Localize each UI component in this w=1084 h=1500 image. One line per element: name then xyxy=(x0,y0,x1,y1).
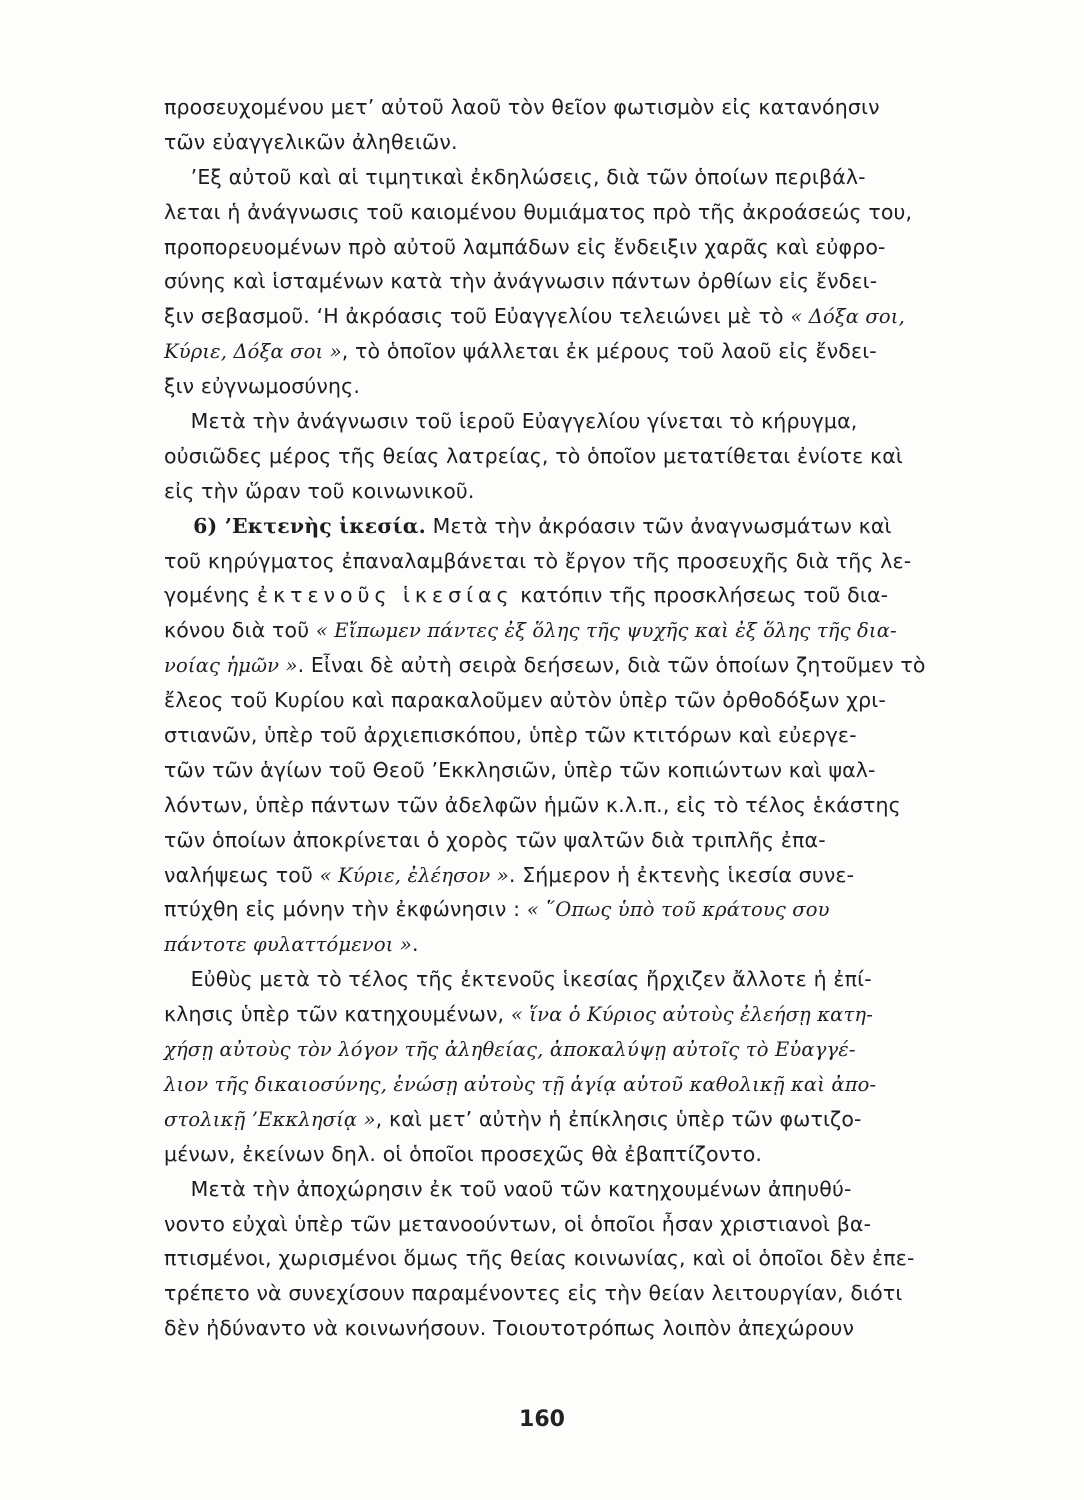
text-run: νοντο εὐχαὶ ὑπὲρ τῶν μετανοούντων, οἱ ὁποῖοι ἦσαν χριστιανοὶ βα- xyxy=(164,1211,872,1236)
text-line xyxy=(164,1032,1019,1067)
text-line xyxy=(164,439,1019,474)
text-line xyxy=(164,1276,1019,1311)
text-run: τῶν ὁποίων ἀποκρίνεται ὁ χορὸς τῶν ψαλτῶν διὰ τριπλῆς ἐπα- xyxy=(164,827,826,852)
text-line xyxy=(164,125,1019,160)
quoted-prayer: « ῞Οπως ὑπὸ τοῦ κράτους σου xyxy=(526,898,830,922)
text-run: τρέπετο νὰ συνεχίσουν παραμένοντες εἰς τὴν θείαν λειτουργίαν, διότι xyxy=(164,1281,903,1306)
text-run: , καὶ μετ’ αὐτὴν ἡ ἐπίκλησις ὑπὲρ τῶν φωτιζο- xyxy=(375,1106,862,1131)
text-line xyxy=(164,264,1019,299)
text-run: ξιν σεβασμοῦ. ‘Η ἀκρόασις τοῦ Εὐαγγελίου τελειώνει μὲ τὸ xyxy=(164,304,791,329)
quoted-prayer: Κύριε, Δόξα σοι » xyxy=(164,340,342,364)
text-line xyxy=(164,299,1019,334)
text-run: οὐσιῶδες μέρος τῆς θείας λατρείας, τὸ ὁποῖον μετατίθεται ἐνίοτε καὶ xyxy=(164,443,903,468)
quoted-prayer: στολικῇ ’Εκκλησίᾳ » xyxy=(164,1107,376,1131)
text-line xyxy=(164,648,1019,683)
text-run: σύνης καὶ ἱσταμένων κατὰ τὴν ἀνάγνωσιν πάντων ὀρθίων εἰς ἔνδει- xyxy=(164,269,878,294)
text-run: κόνου διὰ τοῦ xyxy=(164,618,316,643)
text-run: πτισμένοι, χωρισμένοι ὅμως τῆς θείας κοινωνίας, καὶ οἱ ὁποῖοι δὲν ἐπε- xyxy=(164,1246,915,1271)
text-run: μένων, ἐκείνων δηλ. οἱ ὁποῖοι προσεχῶς θὰ ἐβαπτίζοντο. xyxy=(164,1141,763,1166)
text-line xyxy=(164,1172,1019,1207)
text-run: ἔλεος τοῦ Κυρίου καὶ παρακαλοῦμεν αὐτὸν ὑπὲρ τῶν ὀρθοδόξων χρι- xyxy=(164,688,886,713)
text-line xyxy=(164,230,1019,265)
text-run: τῶν εὐαγγελικῶν ἀληθειῶν. xyxy=(164,129,458,154)
text-run: Μετὰ τὴν ἀκρόασιν τῶν ἀναγνωσμάτων καὶ xyxy=(425,513,892,538)
text-line xyxy=(164,858,1019,893)
text-run: Εὐθὺς μετὰ τὸ τέλος τῆς ἐκτενοῦς ἱκεσίας ἤρχιζεν ἄλλοτε ἡ ἐπί- xyxy=(164,967,872,992)
text-line xyxy=(164,369,1019,404)
text-line xyxy=(164,788,1019,823)
text-line xyxy=(164,1102,1019,1137)
text-line xyxy=(164,160,1019,195)
quoted-prayer: « Δόξα σοι, xyxy=(790,305,905,329)
quoted-prayer: πάντοτε φυλαττόμενοι » xyxy=(164,933,412,957)
quoted-prayer: νοίας ἡμῶν » xyxy=(164,654,298,678)
text-run: στιανῶν, ὑπὲρ τοῦ ἀρχιεπισκόπου, ὑπὲρ τῶν κτιτόρων καὶ εὐεργε- xyxy=(164,723,857,748)
text-line xyxy=(164,544,1019,579)
text-run: προσευχομένου μετ’ αὐτοῦ λαοῦ τὸν θεῖον φωτισμὸν εἰς κατανόησιν xyxy=(164,95,880,119)
text-run: . Εἶναι δὲ αὐτὴ σειρὰ δεήσεων, διὰ τῶν ὁποίων ζητοῦμεν τὸ xyxy=(297,653,926,678)
quoted-prayer: « ἵνα ὁ Κύριος αὐτοὺς ἐλεήσῃ κατη- xyxy=(510,1003,874,1027)
text-run: λεται ἡ ἀνάγνωσις τοῦ καιομένου θυμιάματος πρὸ τῆς ἀκροάσεώς του, xyxy=(164,199,913,224)
text-line xyxy=(164,404,1019,439)
text-line xyxy=(164,927,1019,962)
text-run: λόντων, ὑπὲρ πάντων τῶν ἀδελφῶν ἡμῶν κ.λ.π., εἰς τὸ τέλος ἑκάστης xyxy=(164,792,901,817)
text-run: κατόπιν τῆς προσκλήσεως τοῦ δια- xyxy=(513,583,889,608)
text-run: κλησις ὑπὲρ τῶν κατηχουμένων, xyxy=(164,1002,511,1027)
text-run: ξιν εὐγνωμοσύνης. xyxy=(164,374,361,399)
text-line xyxy=(164,474,1019,509)
text-line xyxy=(164,195,1019,230)
section-heading: 6) ’Εκτενὴς ἱκεσία. xyxy=(164,513,426,538)
text-run: . xyxy=(411,932,419,957)
text-line xyxy=(164,753,1019,788)
text-run: , τὸ ὁποῖον ψάλλεται ἐκ μέρους τοῦ λαοῦ εἰς ἔνδει- xyxy=(341,339,877,364)
text-line xyxy=(164,683,1019,718)
text-line xyxy=(164,962,1019,997)
text-line xyxy=(164,334,1019,369)
quoted-prayer: « Κύριε, ἐλέησον » xyxy=(319,863,509,887)
text-run: τοῦ κηρύγματος ἐπαναλαμβάνεται τὸ ἔργον τῆς προσευχῆς διὰ τῆς λε- xyxy=(164,548,912,573)
body-text xyxy=(164,90,1019,1346)
text-line xyxy=(164,1207,1019,1242)
quoted-prayer: χήσῃ αὐτοὺς τὸν λόγον τῆς ἀληθείας, ἀποκαλύψῃ αὐτοῖς τὸ Εὐαγγέ- xyxy=(164,1038,856,1062)
text-line xyxy=(164,892,1019,927)
text-run: . Σήμερον ἡ ἐκτενὴς ἱκεσία συνε- xyxy=(508,862,855,887)
text-line xyxy=(164,578,1019,613)
text-line xyxy=(164,509,1019,544)
text-run: Μετὰ τὴν ἀνάγνωσιν τοῦ ἱεροῦ Εὐαγγελίου γίνεται τὸ κήρυγμα, xyxy=(164,409,858,434)
quoted-prayer: λιον τῆς δικαιοσύνης, ἑνώσῃ αὐτοὺς τῇ ἁγίᾳ αὐτοῦ καθολικῇ καὶ ἀπο- xyxy=(164,1072,877,1096)
text-line xyxy=(164,823,1019,858)
text-line xyxy=(164,90,1019,125)
text-line xyxy=(164,1137,1019,1172)
text-line xyxy=(164,718,1019,753)
text-line xyxy=(164,1067,1019,1102)
page-number: 160 xyxy=(519,1407,565,1432)
text-run: πτύχθη εἰς μόνην τὴν ἐκφώνησιν : xyxy=(164,897,527,922)
text-run: προπορευομένων πρὸ αὐτοῦ λαμπάδων εἰς ἔνδειξιν χαρᾶς καὶ εὐφρο- xyxy=(164,234,886,259)
text-run: ναλήψεως τοῦ xyxy=(164,862,320,887)
text-line xyxy=(164,1311,1019,1346)
text-run: Μετὰ τὴν ἀποχώρησιν ἐκ τοῦ ναοῦ τῶν κατηχουμένων ἀπηυθύ- xyxy=(164,1176,852,1201)
text-run: γομένης xyxy=(164,583,257,608)
quoted-prayer: « Εἴπωμεν πάντες ἐξ ὅλης τῆς ψυχῆς καὶ ἐξ ὅλης τῆς δια- xyxy=(315,619,897,643)
text-line xyxy=(164,997,1019,1032)
text-line xyxy=(164,613,1019,648)
text-run: τῶν τῶν ἁγίων τοῦ Θεοῦ ’Εκκλησιῶν, ὑπὲρ τῶν κοπιώντων καὶ ψαλ- xyxy=(164,757,876,782)
text-run: δὲν ἠδύναντο νὰ κοινωνήσουν. Τοιουτοτρόπως λοιπὸν ἀπεχώρουν xyxy=(164,1316,855,1341)
text-run: ’Εξ αὐτοῦ καὶ αἱ τιμητικαὶ ἐκδηλώσεις, διὰ τῶν ὁποίων περιβάλ- xyxy=(164,164,866,189)
text-run: ἐκτενοῦς ἱκεσίας xyxy=(257,583,514,608)
text-run: εἰς τὴν ὥραν τοῦ κοινωνικοῦ. xyxy=(164,478,475,503)
text-line xyxy=(164,1241,1019,1276)
